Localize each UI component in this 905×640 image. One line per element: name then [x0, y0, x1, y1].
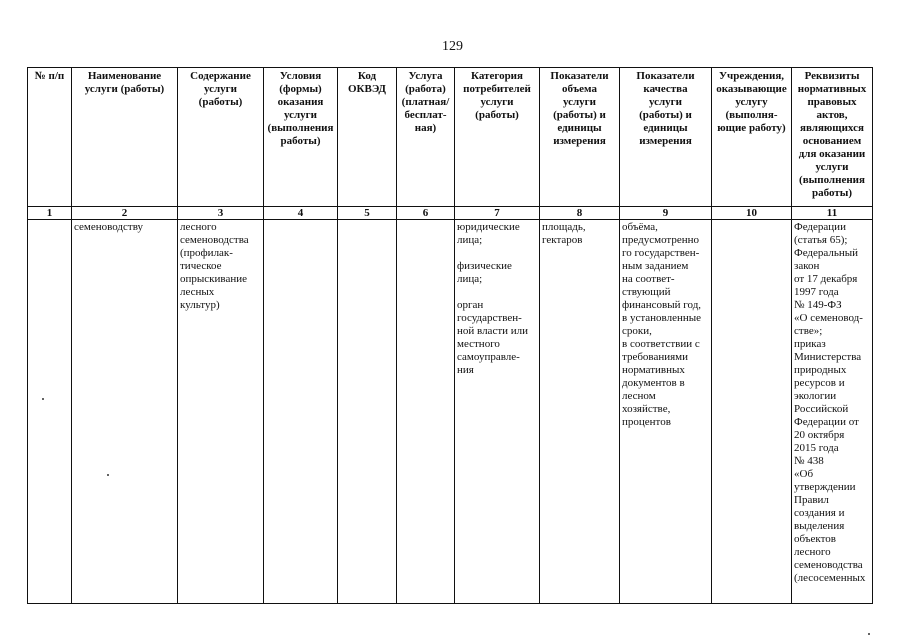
cell-line: го государствен- — [622, 247, 700, 259]
column-header-line: работы) — [812, 187, 852, 199]
cell-line: Федерации — [794, 221, 846, 233]
cell-line: площадь, — [542, 221, 586, 233]
column-header-line: нормативных — [797, 83, 867, 95]
column-header-line: основанием — [802, 135, 862, 147]
column-header-line: № п/п — [34, 70, 65, 82]
cell-line: «О семеновод- — [794, 312, 863, 324]
cell-line — [457, 286, 537, 299]
column-header-line: (выполнения — [799, 174, 865, 186]
column-header-line: (выполнения — [267, 122, 334, 134]
cell-line: требованиями — [622, 351, 689, 363]
cell-line: № 438 — [794, 455, 824, 467]
cell-line: в соответствии с — [622, 338, 700, 350]
cell-line: предусмотренно — [622, 234, 700, 246]
cell-line — [457, 247, 537, 260]
cell-line: орган — [457, 299, 484, 311]
cell-paid-free — [397, 220, 455, 604]
cell-line: создания и — [794, 507, 845, 519]
cell-line: в установленные — [622, 312, 702, 324]
column-header — [540, 68, 620, 207]
column-header-line: Содержание — [190, 70, 251, 82]
column-number: 7 — [455, 207, 540, 220]
column-header-line: Категория — [471, 70, 523, 82]
column-header-line: услугу — [735, 96, 768, 108]
column-header-line: услуги — [562, 96, 597, 108]
column-header-line: объема — [562, 83, 597, 95]
cell-line: № 149-ФЗ — [794, 299, 842, 311]
column-number: 8 — [540, 207, 620, 220]
column-header — [264, 68, 338, 207]
column-header — [28, 68, 72, 207]
cell-service-content — [178, 220, 264, 604]
column-header-line: единицы — [643, 122, 688, 134]
column-header-line: единицы — [557, 122, 602, 134]
column-header — [397, 68, 455, 207]
column-header-line: Код — [357, 70, 377, 82]
column-header — [338, 68, 397, 207]
column-header-line: ющие работу) — [717, 122, 786, 134]
cell-volume-indicators — [540, 220, 620, 604]
header-row — [28, 68, 873, 207]
column-number: 10 — [712, 207, 792, 220]
column-header — [792, 68, 873, 207]
cell-line: ным заданием — [622, 260, 689, 272]
column-header-line: являющихся — [800, 122, 864, 134]
cell-line: 2015 года — [794, 442, 839, 454]
column-header-line: услуги — [480, 96, 514, 108]
column-header-line: услуги (работы) — [84, 83, 165, 95]
cell-line: Российской — [794, 403, 849, 415]
column-number: 1 — [28, 207, 72, 220]
column-header-line: потребителей — [463, 83, 531, 95]
cell-line: семеноводства — [180, 234, 249, 246]
column-header — [455, 68, 540, 207]
cell-line: лесных — [180, 286, 215, 298]
cell-line: ния — [457, 364, 474, 376]
column-header-line: услуги — [648, 96, 683, 108]
column-header-line: оказывающие — [716, 83, 787, 95]
column-header — [178, 68, 264, 207]
cell-line: гектаров — [542, 234, 583, 246]
cell-line: ствующий — [622, 286, 671, 298]
column-header-line: (формы) — [279, 83, 322, 95]
cell-line: лица; — [457, 234, 483, 246]
cell-line: природных — [794, 364, 847, 376]
column-header-line: работы) — [280, 135, 321, 147]
column-number: 5 — [338, 207, 397, 220]
cell-line: лесном — [622, 390, 656, 402]
cell-service-name — [72, 220, 178, 604]
cell-line: объектов — [794, 533, 836, 545]
column-header — [620, 68, 712, 207]
column-header-line: услуги — [283, 109, 318, 121]
column-header-line: Показатели — [636, 70, 695, 82]
cell-conditions — [264, 220, 338, 604]
cell-line: самоуправле- — [457, 351, 520, 363]
column-header-line: Показатели — [550, 70, 609, 82]
cell-line: опрыскивание — [180, 273, 247, 285]
cell-line: (профилак- — [180, 247, 233, 259]
cell-line: хозяйстве, — [622, 403, 671, 415]
cell-line: объёма, — [622, 221, 658, 233]
column-header-line: Условия — [279, 70, 322, 82]
cell-line: семеноводства — [794, 559, 863, 571]
scan-dot — [107, 474, 109, 476]
cell-line: Правил — [794, 494, 829, 506]
column-header-line: Услуга — [408, 70, 443, 82]
cell-line: Министерства — [794, 351, 862, 363]
cell-line: (лесосеменных — [794, 572, 866, 584]
page-number: 129 — [442, 39, 463, 54]
cell-line: ной власти или — [457, 325, 529, 337]
column-header-line: Учреждения, — [718, 70, 785, 82]
cell-line: нормативных — [622, 364, 685, 376]
column-number: 11 — [792, 207, 873, 220]
column-header-line: (выполня- — [725, 109, 778, 121]
cell-line: стве»; — [794, 325, 823, 337]
cell-line: лесного — [794, 546, 831, 558]
column-number: 3 — [178, 207, 264, 220]
cell-line: лесного — [180, 221, 217, 233]
column-number-row — [28, 207, 873, 220]
column-header-line: Реквизиты — [804, 70, 860, 82]
cell-number — [28, 220, 72, 604]
column-header-line: услуги — [203, 83, 238, 95]
cell-line: приказ — [794, 338, 826, 350]
column-header-line: бесплат- — [404, 109, 447, 121]
column-number: 4 — [264, 207, 338, 220]
cell-line: тическое — [180, 260, 222, 272]
column-header-line: измерения — [553, 135, 606, 147]
cell-quality-indicators — [620, 220, 712, 604]
cell-line: культур) — [180, 299, 220, 311]
cell-line: документов в — [622, 377, 685, 389]
cell-line: утверждении — [794, 481, 856, 493]
cell-consumer-category — [455, 220, 540, 604]
column-number: 9 — [620, 207, 712, 220]
column-header — [72, 68, 178, 207]
cell-line: семеноводству — [74, 221, 144, 233]
column-header-line: услуги — [815, 161, 849, 173]
cell-line: от 17 декабря — [794, 273, 858, 285]
cell-line: закон — [794, 260, 820, 272]
cell-line: выделения — [794, 520, 845, 532]
cell-line: «Об — [794, 468, 814, 480]
cell-line: сроки, — [622, 325, 652, 337]
column-header-line: (работы) и — [553, 109, 606, 121]
cell-line: (статья 65); — [794, 234, 848, 246]
cell-line: государствен- — [457, 312, 522, 324]
cell-line: 20 октября — [794, 429, 845, 441]
cell-line: лица; — [457, 273, 483, 285]
column-header-line: (работы) — [475, 109, 519, 121]
column-header-line: (работа) — [405, 83, 446, 95]
column-header-line: качества — [643, 83, 688, 95]
services-table — [27, 67, 873, 604]
column-header-line: ОКВЭД — [348, 83, 386, 95]
cell-line: 1997 года — [794, 286, 839, 298]
cell-line: физические — [457, 260, 512, 272]
column-header-line: правовых — [807, 96, 857, 108]
cell-legal-acts — [792, 220, 873, 604]
table-row — [28, 220, 873, 604]
column-header-line: Наименование — [87, 70, 162, 82]
cell-line: процентов — [622, 416, 671, 428]
column-header-line: оказания — [277, 96, 324, 108]
cell-line: экологии — [794, 390, 837, 402]
cell-institutions — [712, 220, 792, 604]
column-header-line: для оказании — [798, 148, 866, 160]
cell-line: Федеральный — [794, 247, 859, 259]
column-number: 2 — [72, 207, 178, 220]
cell-line: финансовый год, — [622, 299, 702, 311]
cell-line: юридические — [457, 221, 520, 233]
column-number: 6 — [397, 207, 455, 220]
cell-line: ресурсов и — [794, 377, 845, 389]
column-header-line: (работы) и — [639, 109, 692, 121]
column-header-line: актов, — [816, 109, 848, 121]
scan-dot — [42, 398, 44, 400]
column-header-line: (работы) — [198, 96, 243, 108]
cell-okved — [338, 220, 397, 604]
scan-dot — [868, 633, 870, 635]
column-header-line: ная) — [414, 122, 437, 134]
cell-line: на соответ- — [622, 273, 675, 285]
column-header — [712, 68, 792, 207]
column-header-line: (платная/ — [401, 96, 450, 108]
column-header-line: измерения — [639, 135, 692, 147]
cell-line: Федерации от — [794, 416, 859, 428]
cell-line: местного — [457, 338, 500, 350]
